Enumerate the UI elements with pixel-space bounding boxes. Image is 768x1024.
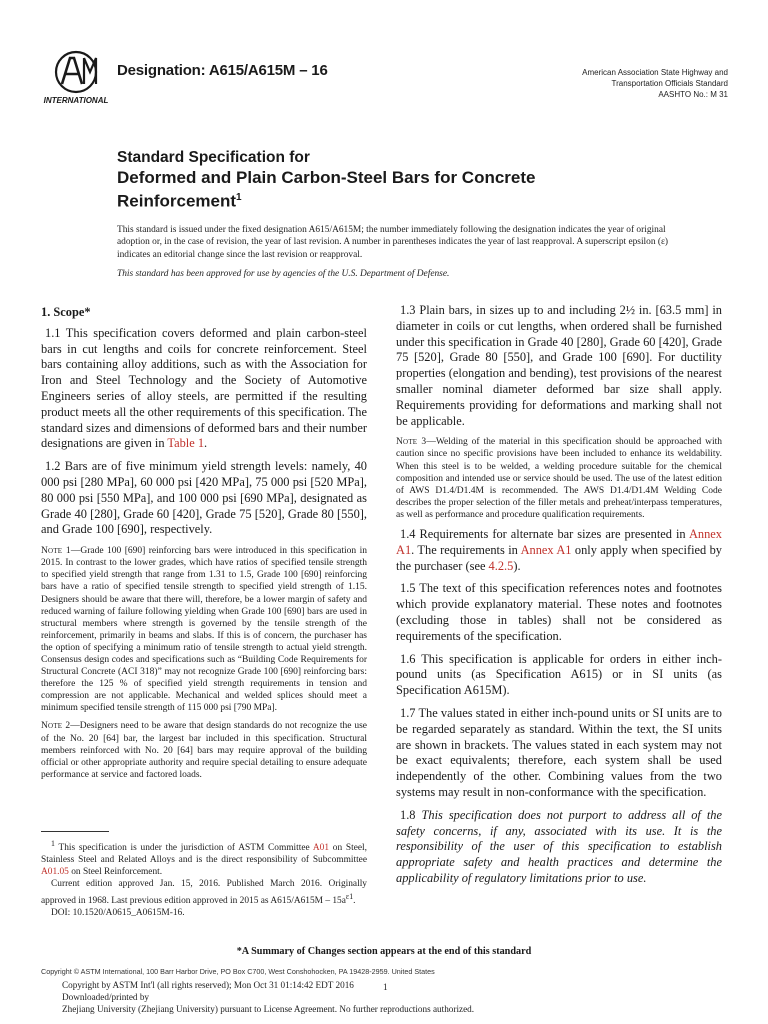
aashto-line-2: Transportation Officials Standard bbox=[611, 79, 728, 88]
footnote-1-c: on Steel Reinforcement. bbox=[68, 867, 163, 878]
para-1-4-a: 1.4 Requirements for alternate bar sizes are presented in bbox=[400, 527, 689, 542]
footnote-3: DOI: 10.1520/A0615_A0615M-16. bbox=[51, 907, 185, 918]
dod-note: This standard has been approved for use by agencies of the U.S. Department of Defense. bbox=[117, 269, 450, 279]
para-1-2: 1.2 Bars are of five minimum yield strength levels: namely, 40 000 psi [280 MPa], 60 000 psi [420 MPa], 75 000 psi [520 MPa], 80 000 psi [550 MPa], and 100 000 psi [690 MPa], designated as Grade 40 [280], Grade 60 [420], Grade 75 [520], Grade 80 [550], and Grade 100 [690], respectively. bbox=[41, 459, 367, 537]
committee-a01-link[interactable]: A01 bbox=[312, 843, 330, 854]
title-block bbox=[117, 148, 535, 212]
aashto-line-1: American Association State Highway and bbox=[582, 68, 728, 77]
note-3-label: Note 3 bbox=[396, 437, 427, 448]
copyright-line: Copyright © ASTM International, 100 Barr Harbor Drive, PO Box C700, West Conshohocken, PA 19428-2959. United States bbox=[41, 967, 435, 976]
footnote-2-text: Current edition approved Jan. 15, 2016. Published March 2016. Originally approved in 1968. Last previous edition approved in 2015 as A615/A615M – 15a bbox=[41, 879, 367, 906]
para-1-5: 1.5 The text of this specification references notes and footnotes which provide explanatory material. These notes and footnotes (excluding those in tables) shall not be considered as requirements of the specification. bbox=[396, 581, 722, 643]
designation: Designation: A615/A615M – 16 bbox=[117, 62, 328, 79]
note-1-text: —Grade 100 [690] reinforcing bars were introduced in this specification in 2015. In contrast to the lower grades, which have ratios of specified tensile strength to specified yield strength that range from 1.31 to 1.5, Grade 100 [690] reinforcing bars have a ratio of specified tensile strength to specified yield strength of 1.15. Designers should be aware that there will, therefore, be a lower margin of safety and reduced warning of failure following yielding when Grade 100 [690] bars are used in structural members where strength is governed by the tensile strength of the reinforcement, primarily in beams and slabs. If this is of concern, the purchaser has the option of specifying a minimum ratio of tensile strength to actual yield strength. Consensus design codes and specifications such as “Building Code Requirements for Structural Concrete (ACI 318)” may not recognize Grade 100 [690] reinforcing bars: therefore the 125 % of specified yield strength requirements in tension and compression are not applicable. Mechanical and welded splices should meet a minimum specified tensile strength of 115 000 psi [790 MPa]. bbox=[41, 546, 368, 714]
footnote-1 bbox=[41, 838, 367, 878]
aashto-block bbox=[582, 67, 728, 100]
download-line-2: Downloaded/printed by bbox=[62, 992, 150, 1003]
footnote-rule bbox=[41, 831, 109, 832]
title-line-2: Deformed and Plain Carbon-Steel Bars for Concrete bbox=[117, 168, 536, 187]
title-line-1: Standard Specification for bbox=[117, 149, 310, 166]
title-line-3 bbox=[117, 188, 535, 212]
footnote-1-b: on Steel, Stainless Steel and Related Alloys and is the direct responsibility of Subcommittee bbox=[41, 843, 367, 866]
note-3 bbox=[396, 436, 722, 521]
annex-a1-link-1[interactable]: Annex A1 bbox=[396, 527, 722, 557]
title-line-3-text: Reinforcement bbox=[117, 191, 237, 211]
astm-logo-mark bbox=[40, 48, 112, 106]
para-1-3: 1.3 Plain bars, in sizes up to and including 2½ in. [63.5 mm] in diameter in coils or cut lengths, when ordered shall be furnished under this specification in Grade 40 [280], Grade 60 [420], Grade 75 [520], Grade 80 [550], and Grade 100 [690]. For ductility properties (elongation and bending), test provisions of the nearest smaller nominal diameter deformed bar size shall apply. Requirements providing for deformations and marking shall not be applicable. bbox=[396, 303, 722, 428]
summary-of-changes-note: *A Summary of Changes section appears at the end of this standard bbox=[236, 946, 532, 957]
download-notice bbox=[62, 979, 474, 1016]
para-1-4-d: ). bbox=[513, 558, 521, 573]
page-number: 1 bbox=[383, 982, 388, 992]
para-1-4-c: only apply when specified by the purchaser (see bbox=[396, 542, 723, 573]
note-1-label: Note 1 bbox=[41, 546, 71, 557]
right-column bbox=[396, 303, 722, 894]
note-1 bbox=[41, 545, 367, 714]
para-1-4 bbox=[396, 527, 722, 574]
footnote-1-a: This specification is under the jurisdiction of ASTM Committee bbox=[54, 843, 313, 854]
note-2-text: —Designers need to be aware that design standards do not recognize the use of the No. 20 [64] bar, the largest bar included in this specification. Structural members reinforced with No. 20 [64] bars may require approval of the building official or other appropriate authority and require special detailing to ensure adequate performance at service and factored loads. bbox=[41, 721, 367, 780]
issue-note: This standard is issued under the fixed designation A615/A615M; the number immediately following the designation indicates the year of original adoption or, in the case of revision, the year of last revision. A number in parentheses indicates the year of last reapproval. A superscript epsilon (ε) indicates an editorial change since the last revision or reapproval. bbox=[117, 225, 669, 260]
astm-logo bbox=[40, 48, 112, 106]
para-1-1-text: 1.1 This specification covers deformed and plain carbon-steel bars in cut lengths and coils for concrete reinforcement. Steel bars containing alloy additions, such as with the Association for Iron and Steel Technology and the Society of Automotive Engineers series of alloy steels, are permitted if the resulting product meets all the other requirements of this specification. The standard sizes and dimensions of deformed bars and their number designations are given in bbox=[41, 325, 367, 451]
scope-heading: 1. Scope* bbox=[41, 305, 91, 319]
annex-a1-link-2[interactable]: Annex A1 bbox=[520, 542, 572, 557]
left-column bbox=[41, 303, 367, 787]
subcommittee-a0105-link[interactable]: A01.05 bbox=[41, 867, 69, 878]
note-2-label: Note 2 bbox=[41, 721, 71, 732]
table-1-link[interactable]: Table 1 bbox=[167, 436, 205, 451]
para-1-1 bbox=[41, 326, 367, 452]
aashto-line-3: AASHTO No.: M 31 bbox=[658, 90, 728, 99]
para-1-8-text: This specification does not purport to address all of the safety concerns, if any, associated with its use. It is the responsibility of the user of this specification to establish appropriate safety and health practices and determine the applicability of regulatory limitations prior to use. bbox=[396, 807, 722, 885]
note-2 bbox=[41, 720, 367, 780]
section-4-2-5-link[interactable]: 4.2.5 bbox=[488, 558, 514, 573]
footnote-2-end: . bbox=[353, 895, 356, 906]
note-3-text: —Welding of the material in this specification should be approached with caution since no specific provisions have been included to enhance its weldability. When this steel is to be welded, a welding procedure suitable for the chemical composition and intended use or service should be used. The use of the latest edition of AWS D1.4/D1.4M is recommended. The AWS D1.4/D1.4M Welding Code describes the proper selection of the filler metals and preheat/interpass temperatures, as well as performance and procedure qualification requirements. bbox=[396, 437, 723, 520]
logo-text: INTERNATIONAL bbox=[43, 96, 109, 105]
para-1-8-num: 1.8 bbox=[400, 807, 422, 822]
download-line-1: Copyright by ASTM Int'l (all rights reserved); Mon Oct 31 01:14:42 EDT 2016 bbox=[62, 980, 354, 990]
para-1-1-end: . bbox=[204, 436, 208, 451]
footnote-2-sup: ε1 bbox=[345, 891, 354, 901]
para-1-7: 1.7 The values stated in either inch-pound units or SI units are to be regarded separately as standard. Within the text, the SI units are shown in brackets. The values stated in each system may not be exact equivalents; therefore, each system shall be used independently of the other. Combining values from the two systems may result in non-conformance with the specification. bbox=[396, 706, 722, 799]
para-1-6: 1.6 This specification is applicable for orders in either inch-pound units (as Specification A615) or in SI units (as Specification A615M). bbox=[396, 651, 722, 698]
footnote-mark: 1 bbox=[51, 839, 55, 848]
title-footnote-mark[interactable]: 1 bbox=[236, 192, 242, 203]
footnote bbox=[41, 838, 367, 919]
download-line-3: Zhejiang University (Zhejiang University) pursuant to License Agreement. No further reproductions authorized. bbox=[62, 1004, 475, 1015]
para-1-8 bbox=[396, 808, 722, 887]
footnote-2 bbox=[41, 878, 367, 906]
para-1-4-b: . The requirements in bbox=[411, 542, 521, 557]
